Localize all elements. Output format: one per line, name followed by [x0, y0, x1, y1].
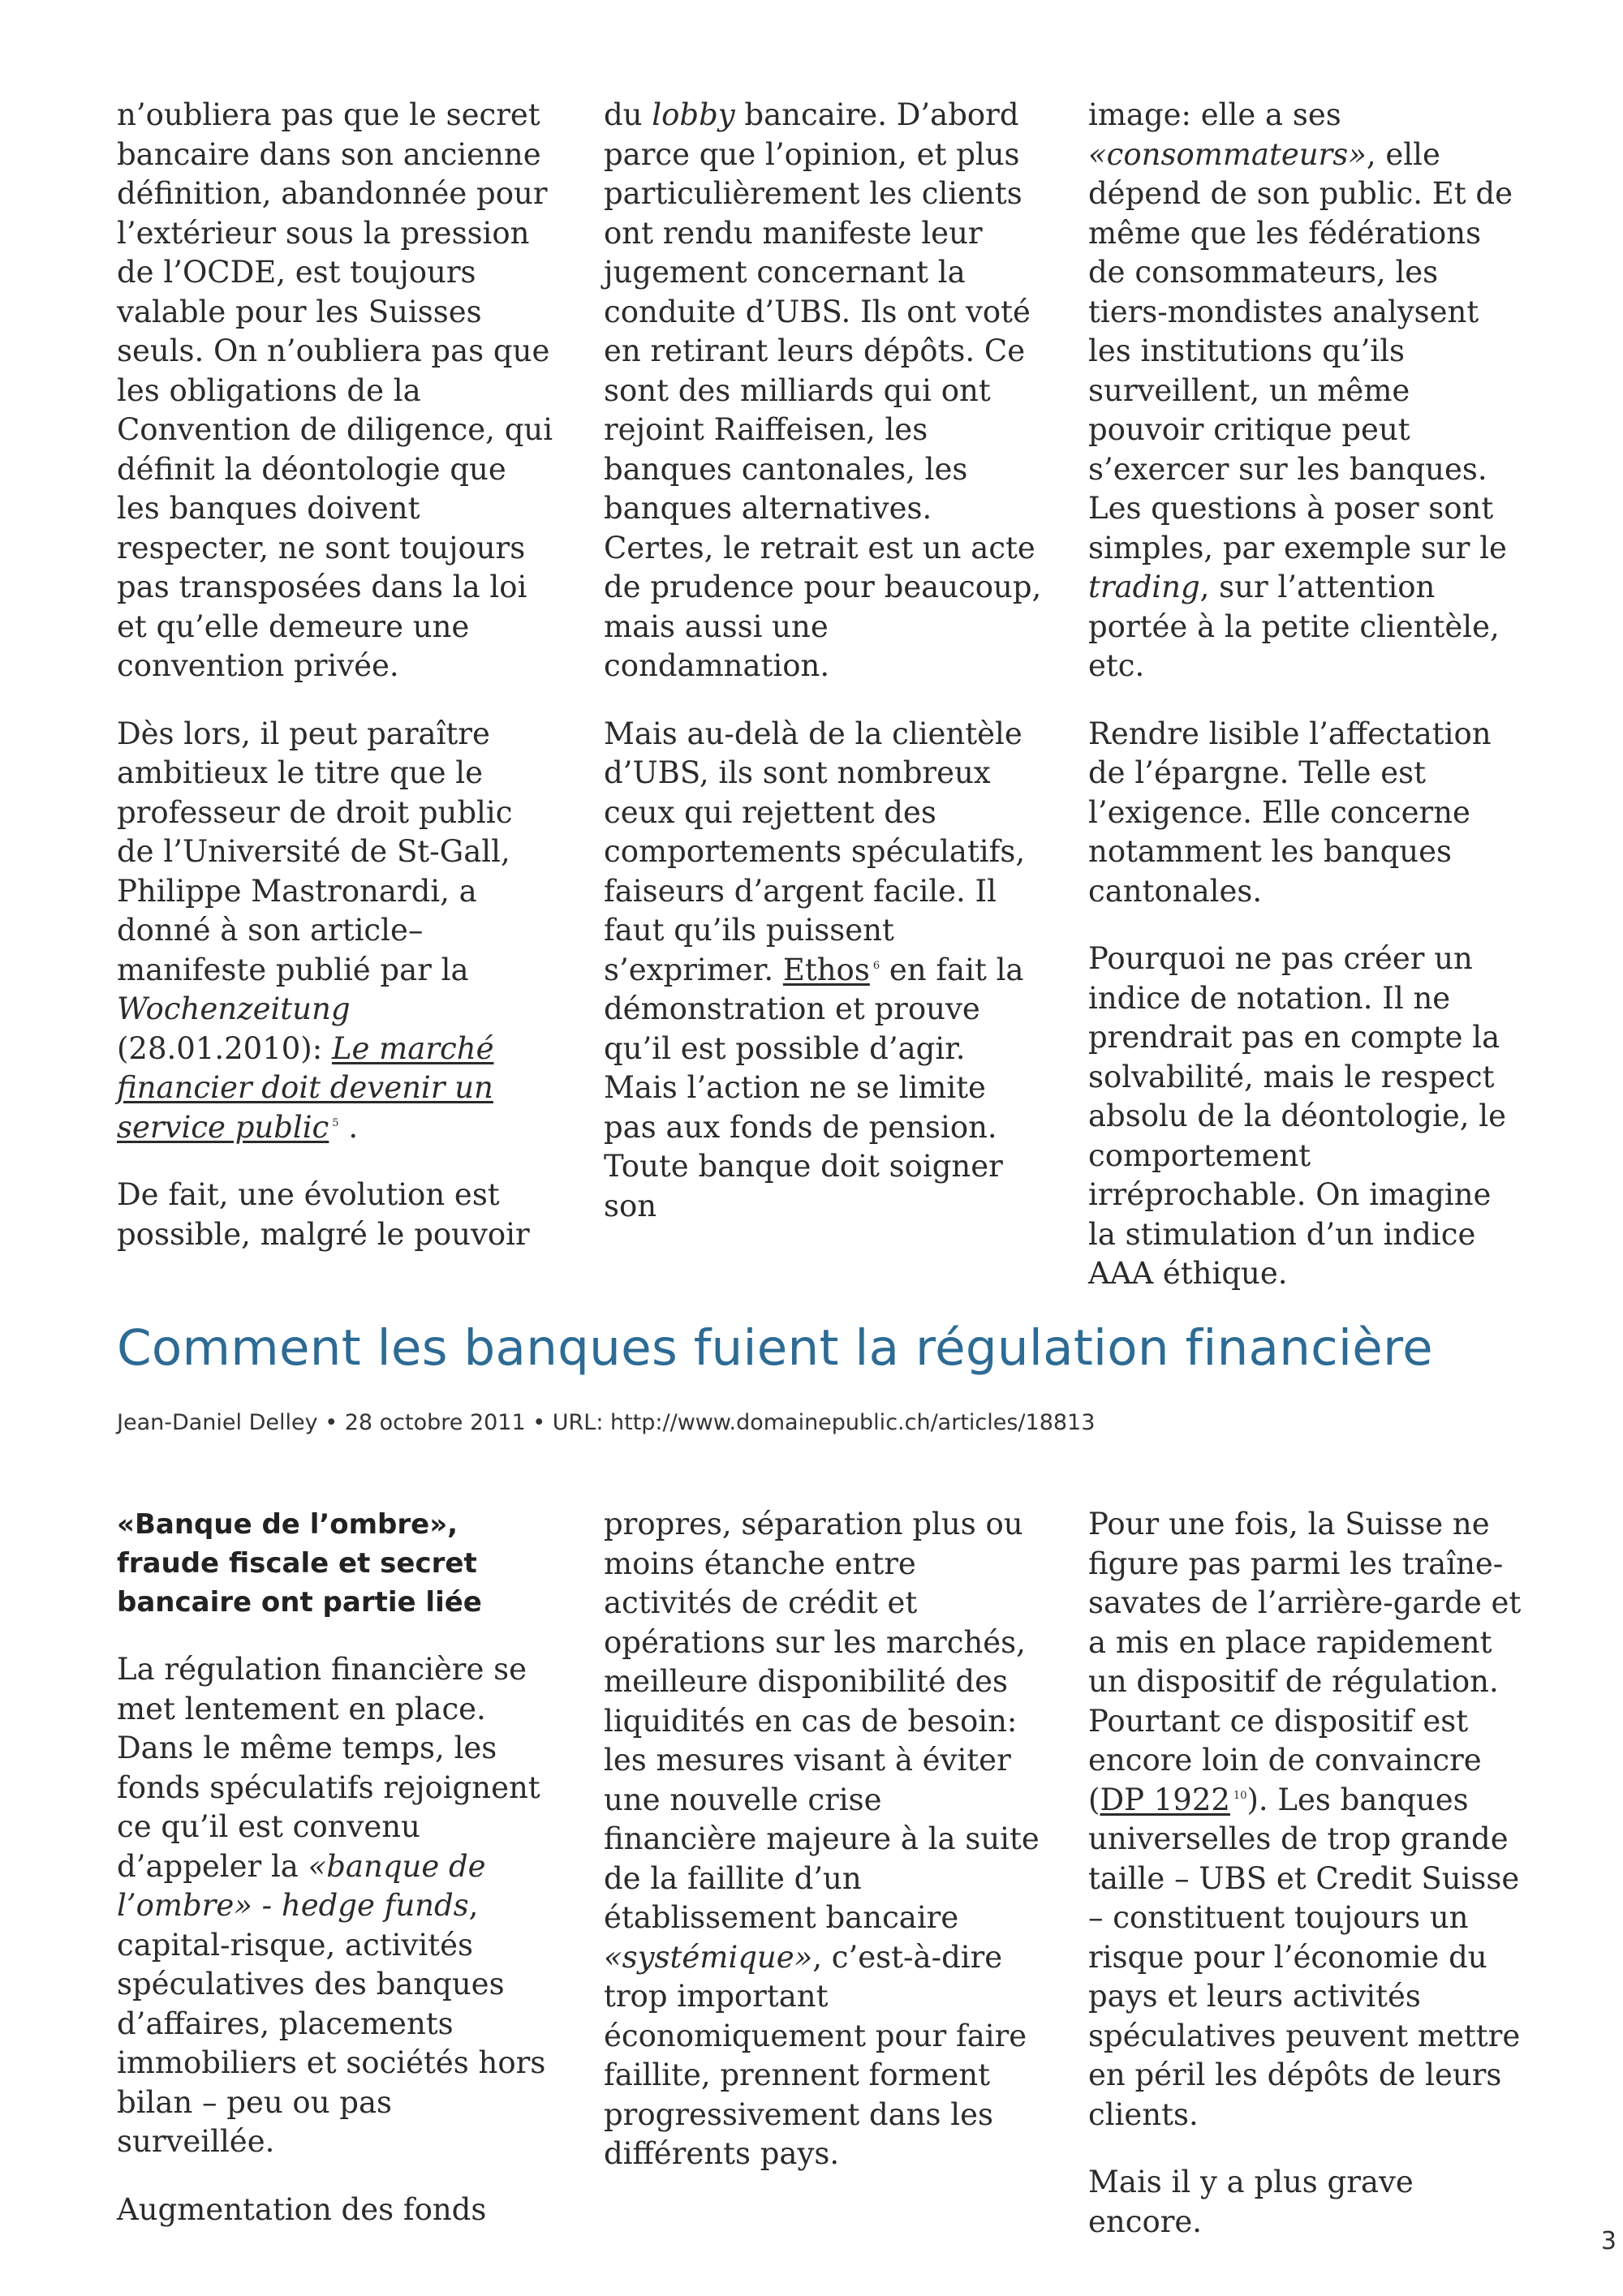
paragraph: Rendre lisible l’affectation de l’épargne. Telle est l’exigence. Elle concerne notamment les banques cantonales. [1088, 716, 1492, 909]
page-number: 3 [1600, 2227, 1617, 2255]
paragraph: Mais il y a plus grave encore. [1088, 2165, 1414, 2239]
paragraph: Pourquoi ne pas créer un indice de notation. Il ne prendrait pas en compte la solvabilité, mais le respect absolu de la déontologie, le comportement irréprochable. On imagine la stimulation d’un indice AAA éthique. [1088, 941, 1507, 1291]
top-column-2 [604, 96, 1042, 1226]
paragraph: Augmentation des fonds [117, 2191, 487, 2227]
paragraph: n’oubliera pas que le secret bancaire dans son ancienne définition, abandonnée pour l’extérieur sous la pression de l’OCDE, est toujours valable pour les Suisses seuls. On n’oubliera pas que les obligations de la Convention de diligence, qui définit la déontologie que les banques doivent respecter, ne sont toujours pas transposées dans la loi et qu’elle demeure une convention privée. [117, 97, 553, 683]
paragraph: De fait, une évolution est possible, malgré le pouvoir [117, 1177, 530, 1252]
article-column-1 [117, 1505, 555, 2229]
footnote-ref[interactable]: 5 [332, 1117, 339, 1130]
paragraph: Mais au-delà de la clientèle d’UBS, ils sont nombreux ceux qui rejettent des comportements spéculatifs, faiseurs d’argent facile. Il faut qu’ils puissent s’exprimer. Ethos $^6$ en fait la démonstration et prouve qu’il est possible d’agir. Mais l’action ne se limite pas aux fonds de pension. Toute banque doit soigner son [604, 716, 1026, 1223]
top-column-3 [1088, 96, 1526, 1294]
footnote-ref[interactable]: 10 [1233, 1790, 1247, 1803]
paragraph: Dès lors, il peut paraître ambitieux le titre que le professeur de droit public de l’Université de St-Gall, Philippe Mastronardi, a donné à son article–manifeste publié par la Wochenzeitung (28.01.2010): Le marché financier doit devenir un service public $^5$ . [117, 716, 513, 1145]
paragraph: du lobby bancaire. D’abord parce que l’opinion, et plus particulièrement les clients ont rendu manifeste leur jugement concernant la conduite d’UBS. Ils ont voté en retirant leurs dépôts. Ce sont des milliards qui ont rejoint Raiffeisen, les banques cantonales, les banques alternatives. Certes, le retrait est un acte de prudence pour beaucoup, mais aussi une condamnation. [604, 97, 1042, 683]
top-column-1 [117, 96, 555, 1254]
ethos-link[interactable]: Ethos [782, 952, 870, 987]
dp-1922-link[interactable]: DP 1922 [1100, 1782, 1230, 1817]
article-link[interactable]: Le marché financier doit devenir un service public [117, 1030, 494, 1145]
paragraph: propres, séparation plus ou moins étanche entre activités de crédit et opérations sur les marchés, meilleure disponibilité des liquidités en cas de besoin: les mesures visant à éviter une nouvelle crise financière majeure à la suite de la faillite d’un établissement bancaire «systémique», c’est-à-dire trop important économiquement pour faire faillite, prennent forment progressivement dans les différents pays. [604, 1507, 1040, 2171]
article-subheading: «Banque de l’ombre», fraude fiscale et secret bancaire ont partie liée [117, 1508, 482, 1619]
article-column-2 [604, 1505, 1042, 2174]
paragraph: La régulation financière se met lentement en place. Dans le même temps, les fonds spéculatifs rejoignent ce qu’il est convenu d’appeler la «banque de l’ombre» - hedge funds, capital-risque, activités spéculatives des banques d’affaires, placements immobiliers et sociétés hors bilan – peu ou pas surveillée. [117, 1652, 546, 2159]
article-title: Comment les banques fuient la régulation financière [117, 1319, 1433, 1377]
publication-name: Wochenzeitung [117, 991, 351, 1026]
paragraph: Pour une fois, la Suisse ne figure pas parmi les traîne-savates de l’arrière-garde et a mis en place rapidement un dispositif de régulation. Pourtant ce dispositif est encore loin de convaincre (DP 1922 $^{10}$). Les banques universelles de trop grande taille – UBS et Credit Suisse – constituent toujours un risque pour l’économie du pays et leurs activités spéculatives peuvent mettre en péril les dépôts de leurs clients. [1088, 1507, 1522, 2132]
article-byline: Jean-Daniel Delley • 28 octobre 2011 • URL: http://www.domainepublic.ch/articles/18813 [117, 1410, 1096, 1435]
article-column-3 [1088, 1505, 1526, 2242]
paragraph: image: elle a ses «consommateurs», elle dépend de son public. Et de même que les fédérations de consommateurs, les tiers-mondistes analysent les institutions qu’ils surveillent, un même pouvoir critique peut s’exercer sur les banques. Les questions à poser sont simples, par exemple sur le trading, sur l’attention portée à la petite clientèle, etc. [1088, 97, 1513, 683]
footnote-ref[interactable]: 6 [872, 960, 880, 973]
